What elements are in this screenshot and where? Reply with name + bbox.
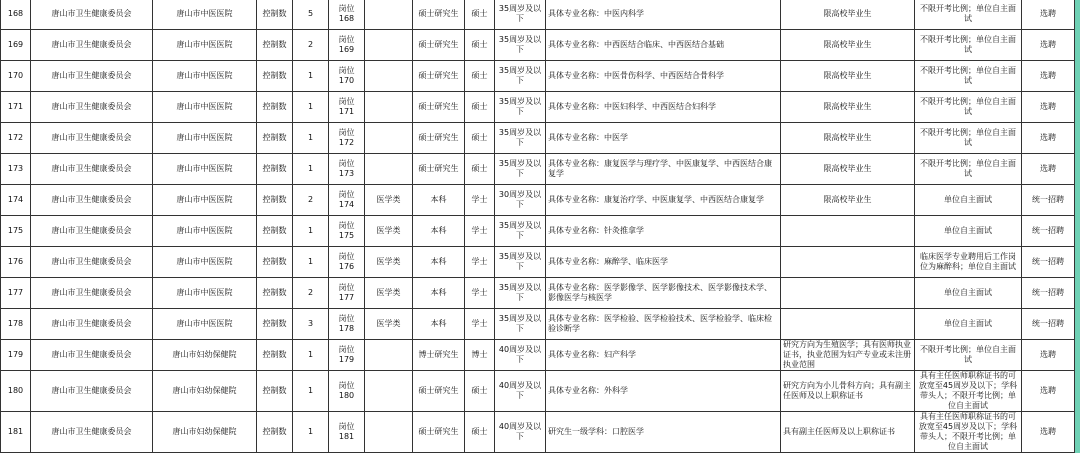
edge-stripe xyxy=(1075,278,1080,309)
cell-other-requirements xyxy=(781,309,915,340)
cell-recruitment-type: 选聘 xyxy=(1022,123,1075,154)
cell-row-number: 181 xyxy=(1,412,31,453)
cell-quota-count: 1 xyxy=(293,216,329,247)
table-row xyxy=(1,123,1080,154)
table-row xyxy=(1,371,1080,412)
edge-stripe xyxy=(1075,30,1080,61)
edge-stripe xyxy=(1075,371,1080,412)
cell-education: 本科 xyxy=(413,309,465,340)
cell-recruitment-type: 选聘 xyxy=(1022,30,1075,61)
cell-quota-count: 1 xyxy=(293,61,329,92)
cell-other-requirements xyxy=(781,216,915,247)
cell-employer: 唐山市妇幼保健院 xyxy=(153,371,257,412)
cell-age-limit: 30周岁及以下 xyxy=(495,185,546,216)
cell-quota-type: 控制数 xyxy=(257,216,293,247)
cell-notes: 不限开考比例；单位自主面试 xyxy=(915,61,1022,92)
cell-age-limit: 35周岁及以下 xyxy=(495,154,546,185)
cell-quota-count: 1 xyxy=(293,247,329,278)
cell-quota-count: 5 xyxy=(293,0,329,30)
cell-notes: 临床医学专业聘用后工作岗位为麻醉科；单位自主面试 xyxy=(915,247,1022,278)
cell-department: 唐山市卫生健康委员会 xyxy=(31,309,153,340)
cell-employer: 唐山市中医医院 xyxy=(153,123,257,154)
cell-major-category: 医学类 xyxy=(365,309,413,340)
cell-degree: 学士 xyxy=(465,309,495,340)
cell-position-code: 岗位181 xyxy=(329,412,365,453)
cell-notes: 具有主任医师职称证书的可放宽至45周岁及以下；学科带头人；不限开考比例；单位自主面试 xyxy=(915,412,1022,453)
cell-major-category: 医学类 xyxy=(365,278,413,309)
cell-quota-count: 2 xyxy=(293,185,329,216)
cell-department: 唐山市卫生健康委员会 xyxy=(31,278,153,309)
cell-employer: 唐山市中医医院 xyxy=(153,30,257,61)
cell-major-detail: 研究生一级学科：口腔医学 xyxy=(546,412,781,453)
cell-quota-count: 1 xyxy=(293,412,329,453)
cell-recruitment-type: 选聘 xyxy=(1022,154,1075,185)
cell-major-category: 医学类 xyxy=(365,247,413,278)
cell-degree: 博士 xyxy=(465,340,495,371)
cell-row-number: 180 xyxy=(1,371,31,412)
cell-employer: 唐山市中医医院 xyxy=(153,0,257,30)
cell-major-detail: 具体专业名称：中医妇科学、中西医结合妇科学 xyxy=(546,92,781,123)
cell-notes: 单位自主面试 xyxy=(915,216,1022,247)
table-row xyxy=(1,340,1080,371)
cell-quota-count: 1 xyxy=(293,340,329,371)
cell-degree: 硕士 xyxy=(465,61,495,92)
cell-row-number: 176 xyxy=(1,247,31,278)
cell-major-category xyxy=(365,123,413,154)
cell-notes: 单位自主面试 xyxy=(915,309,1022,340)
cell-position-code: 岗位171 xyxy=(329,92,365,123)
cell-recruitment-type: 统一招聘 xyxy=(1022,216,1075,247)
cell-degree: 硕士 xyxy=(465,154,495,185)
cell-recruitment-type: 选聘 xyxy=(1022,412,1075,453)
cell-department: 唐山市卫生健康委员会 xyxy=(31,371,153,412)
cell-degree: 硕士 xyxy=(465,30,495,61)
cell-quota-count: 1 xyxy=(293,92,329,123)
edge-stripe xyxy=(1075,340,1080,371)
cell-age-limit: 40周岁及以下 xyxy=(495,371,546,412)
cell-age-limit: 35周岁及以下 xyxy=(495,30,546,61)
cell-department: 唐山市卫生健康委员会 xyxy=(31,0,153,30)
edge-stripe xyxy=(1075,61,1080,92)
cell-employer: 唐山市中医医院 xyxy=(153,247,257,278)
cell-age-limit: 35周岁及以下 xyxy=(495,123,546,154)
cell-department: 唐山市卫生健康委员会 xyxy=(31,123,153,154)
cell-major-category xyxy=(365,30,413,61)
cell-position-code: 岗位175 xyxy=(329,216,365,247)
cell-notes: 单位自主面试 xyxy=(915,185,1022,216)
cell-quota-type: 控制数 xyxy=(257,185,293,216)
cell-age-limit: 35周岁及以下 xyxy=(495,216,546,247)
cell-employer: 唐山市中医医院 xyxy=(153,185,257,216)
cell-notes: 单位自主面试 xyxy=(915,278,1022,309)
cell-other-requirements: 具有副主任医师及以上职称证书 xyxy=(781,412,915,453)
cell-employer: 唐山市中医医院 xyxy=(153,216,257,247)
cell-recruitment-type: 选聘 xyxy=(1022,371,1075,412)
cell-quota-type: 控制数 xyxy=(257,371,293,412)
cell-major-detail: 具体专业名称：医学影像学、医学影像技术、医学影像技术学、影像医学与核医学 xyxy=(546,278,781,309)
table-row xyxy=(1,247,1080,278)
cell-notes: 不限开考比例；单位自主面试 xyxy=(915,92,1022,123)
cell-position-code: 岗位176 xyxy=(329,247,365,278)
cell-degree: 硕士 xyxy=(465,123,495,154)
cell-education: 硕士研究生 xyxy=(413,123,465,154)
cell-education: 硕士研究生 xyxy=(413,0,465,30)
cell-notes: 不限开考比例；单位自主面试 xyxy=(915,30,1022,61)
cell-education: 博士研究生 xyxy=(413,340,465,371)
cell-major-detail: 具体专业名称：麻醉学、临床医学 xyxy=(546,247,781,278)
cell-employer: 唐山市中医医院 xyxy=(153,61,257,92)
cell-other-requirements: 研究方向为小儿骨科方向；具有副主任医师及以上职称证书 xyxy=(781,371,915,412)
cell-recruitment-type: 统一招聘 xyxy=(1022,185,1075,216)
cell-department: 唐山市卫生健康委员会 xyxy=(31,92,153,123)
cell-recruitment-type: 选聘 xyxy=(1022,0,1075,30)
cell-recruitment-type: 选聘 xyxy=(1022,92,1075,123)
cell-major-detail: 具体专业名称：中医骨伤科学、中西医结合骨科学 xyxy=(546,61,781,92)
cell-education: 硕士研究生 xyxy=(413,371,465,412)
edge-stripe xyxy=(1075,0,1080,30)
cell-department: 唐山市卫生健康委员会 xyxy=(31,412,153,453)
edge-stripe xyxy=(1075,309,1080,340)
cell-degree: 硕士 xyxy=(465,0,495,30)
cell-quota-count: 1 xyxy=(293,123,329,154)
cell-department: 唐山市卫生健康委员会 xyxy=(31,340,153,371)
cell-other-requirements: 限高校毕业生 xyxy=(781,123,915,154)
cell-quota-type: 控制数 xyxy=(257,278,293,309)
cell-major-category xyxy=(365,412,413,453)
edge-stripe xyxy=(1075,412,1080,453)
cell-notes: 不限开考比例；单位自主面试 xyxy=(915,123,1022,154)
cell-major-category xyxy=(365,0,413,30)
cell-major-category xyxy=(365,371,413,412)
cell-age-limit: 35周岁及以下 xyxy=(495,278,546,309)
cell-major-detail: 具体专业名称：妇产科学 xyxy=(546,340,781,371)
cell-row-number: 174 xyxy=(1,185,31,216)
edge-stripe xyxy=(1075,92,1080,123)
edge-stripe xyxy=(1075,123,1080,154)
cell-position-code: 岗位178 xyxy=(329,309,365,340)
table-row xyxy=(1,216,1080,247)
cell-quota-count: 2 xyxy=(293,30,329,61)
cell-row-number: 177 xyxy=(1,278,31,309)
cell-department: 唐山市卫生健康委员会 xyxy=(31,185,153,216)
cell-major-detail: 具体专业名称：中医学 xyxy=(546,123,781,154)
cell-education: 硕士研究生 xyxy=(413,154,465,185)
cell-major-detail: 具体专业名称：康复医学与理疗学、中医康复学、中西医结合康复学 xyxy=(546,154,781,185)
cell-degree: 学士 xyxy=(465,216,495,247)
table-body xyxy=(1,0,1080,453)
cell-department: 唐山市卫生健康委员会 xyxy=(31,30,153,61)
cell-education: 硕士研究生 xyxy=(413,61,465,92)
cell-major-detail: 具体专业名称：外科学 xyxy=(546,371,781,412)
cell-quota-count: 2 xyxy=(293,278,329,309)
edge-stripe xyxy=(1075,216,1080,247)
cell-position-code: 岗位173 xyxy=(329,154,365,185)
table-row xyxy=(1,0,1080,30)
cell-row-number: 170 xyxy=(1,61,31,92)
cell-degree: 硕士 xyxy=(465,92,495,123)
cell-position-code: 岗位169 xyxy=(329,30,365,61)
cell-other-requirements: 限高校毕业生 xyxy=(781,61,915,92)
cell-position-code: 岗位168 xyxy=(329,0,365,30)
table-row xyxy=(1,278,1080,309)
cell-age-limit: 35周岁及以下 xyxy=(495,92,546,123)
cell-major-detail: 具体专业名称：医学检验、医学检验技术、医学检验学、临床检验诊断学 xyxy=(546,309,781,340)
cell-employer: 唐山市中医医院 xyxy=(153,278,257,309)
cell-major-category: 医学类 xyxy=(365,216,413,247)
cell-employer: 唐山市中医医院 xyxy=(153,309,257,340)
cell-quota-type: 控制数 xyxy=(257,340,293,371)
cell-department: 唐山市卫生健康委员会 xyxy=(31,247,153,278)
table-row xyxy=(1,61,1080,92)
cell-quota-type: 控制数 xyxy=(257,0,293,30)
cell-row-number: 175 xyxy=(1,216,31,247)
cell-row-number: 169 xyxy=(1,30,31,61)
cell-department: 唐山市卫生健康委员会 xyxy=(31,61,153,92)
cell-education: 本科 xyxy=(413,185,465,216)
cell-degree: 硕士 xyxy=(465,371,495,412)
cell-position-code: 岗位180 xyxy=(329,371,365,412)
cell-position-code: 岗位177 xyxy=(329,278,365,309)
cell-position-code: 岗位174 xyxy=(329,185,365,216)
cell-row-number: 173 xyxy=(1,154,31,185)
cell-degree: 学士 xyxy=(465,278,495,309)
cell-major-category xyxy=(365,92,413,123)
cell-row-number: 168 xyxy=(1,0,31,30)
cell-position-code: 岗位179 xyxy=(329,340,365,371)
cell-other-requirements: 限高校毕业生 xyxy=(781,154,915,185)
cell-recruitment-type: 统一招聘 xyxy=(1022,278,1075,309)
cell-quota-count: 1 xyxy=(293,371,329,412)
cell-notes: 不限开考比例；单位自主面试 xyxy=(915,0,1022,30)
cell-employer: 唐山市妇幼保健院 xyxy=(153,340,257,371)
cell-department: 唐山市卫生健康委员会 xyxy=(31,216,153,247)
cell-other-requirements: 限高校毕业生 xyxy=(781,0,915,30)
cell-major-category xyxy=(365,61,413,92)
cell-quota-type: 控制数 xyxy=(257,30,293,61)
cell-major-detail: 具体专业名称：针灸推拿学 xyxy=(546,216,781,247)
cell-other-requirements: 限高校毕业生 xyxy=(781,92,915,123)
cell-row-number: 178 xyxy=(1,309,31,340)
cell-other-requirements: 限高校毕业生 xyxy=(781,185,915,216)
cell-row-number: 171 xyxy=(1,92,31,123)
cell-other-requirements xyxy=(781,278,915,309)
cell-education: 硕士研究生 xyxy=(413,92,465,123)
cell-degree: 学士 xyxy=(465,185,495,216)
edge-stripe xyxy=(1075,185,1080,216)
cell-employer: 唐山市中医医院 xyxy=(153,92,257,123)
table-row xyxy=(1,154,1080,185)
cell-department: 唐山市卫生健康委员会 xyxy=(31,154,153,185)
cell-age-limit: 35周岁及以下 xyxy=(495,247,546,278)
cell-education: 本科 xyxy=(413,247,465,278)
cell-age-limit: 40周岁及以下 xyxy=(495,412,546,453)
cell-age-limit: 35周岁及以下 xyxy=(495,309,546,340)
cell-other-requirements: 限高校毕业生 xyxy=(781,30,915,61)
cell-quota-type: 控制数 xyxy=(257,309,293,340)
cell-quota-count: 3 xyxy=(293,309,329,340)
cell-major-category xyxy=(365,340,413,371)
cell-quota-type: 控制数 xyxy=(257,412,293,453)
cell-major-detail: 具体专业名称：康复治疗学、中医康复学、中西医结合康复学 xyxy=(546,185,781,216)
cell-recruitment-type: 选聘 xyxy=(1022,340,1075,371)
cell-row-number: 172 xyxy=(1,123,31,154)
cell-education: 本科 xyxy=(413,216,465,247)
cell-education: 硕士研究生 xyxy=(413,412,465,453)
cell-quota-type: 控制数 xyxy=(257,123,293,154)
cell-other-requirements xyxy=(781,247,915,278)
cell-education: 本科 xyxy=(413,278,465,309)
cell-recruitment-type: 统一招聘 xyxy=(1022,309,1075,340)
cell-notes: 不限开考比例；单位自主面试 xyxy=(915,154,1022,185)
cell-degree: 学士 xyxy=(465,247,495,278)
cell-major-category: 医学类 xyxy=(365,185,413,216)
cell-quota-type: 控制数 xyxy=(257,154,293,185)
cell-education: 硕士研究生 xyxy=(413,30,465,61)
cell-quota-count: 1 xyxy=(293,154,329,185)
edge-stripe xyxy=(1075,154,1080,185)
cell-age-limit: 40周岁及以下 xyxy=(495,340,546,371)
table-row xyxy=(1,185,1080,216)
cell-major-detail: 具体专业名称：中医内科学 xyxy=(546,0,781,30)
cell-quota-type: 控制数 xyxy=(257,61,293,92)
cell-employer: 唐山市中医医院 xyxy=(153,154,257,185)
cell-position-code: 岗位170 xyxy=(329,61,365,92)
table-row xyxy=(1,30,1080,61)
cell-employer: 唐山市妇幼保健院 xyxy=(153,412,257,453)
table-row xyxy=(1,92,1080,123)
edge-stripe xyxy=(1075,247,1080,278)
cell-major-category xyxy=(365,154,413,185)
table-row xyxy=(1,309,1080,340)
cell-age-limit: 35周岁及以下 xyxy=(495,61,546,92)
cell-notes: 具有主任医师职称证书的可放宽至45周岁及以下；学科带头人；不限开考比例；单位自主面试 xyxy=(915,371,1022,412)
cell-major-detail: 具体专业名称：中西医结合临床、中西医结合基础 xyxy=(546,30,781,61)
cell-quota-type: 控制数 xyxy=(257,92,293,123)
cell-recruitment-type: 统一招聘 xyxy=(1022,247,1075,278)
cell-quota-type: 控制数 xyxy=(257,247,293,278)
table-row xyxy=(1,412,1080,453)
cell-notes: 不限开考比例；单位自主面试 xyxy=(915,340,1022,371)
cell-recruitment-type: 选聘 xyxy=(1022,61,1075,92)
cell-other-requirements: 研究方向为生殖医学；具有医师执业证书，执业范围为妇产专业或未注册执业范围 xyxy=(781,340,915,371)
cell-row-number: 179 xyxy=(1,340,31,371)
cell-position-code: 岗位172 xyxy=(329,123,365,154)
cell-age-limit: 35周岁及以下 xyxy=(495,0,546,30)
cell-degree: 硕士 xyxy=(465,412,495,453)
